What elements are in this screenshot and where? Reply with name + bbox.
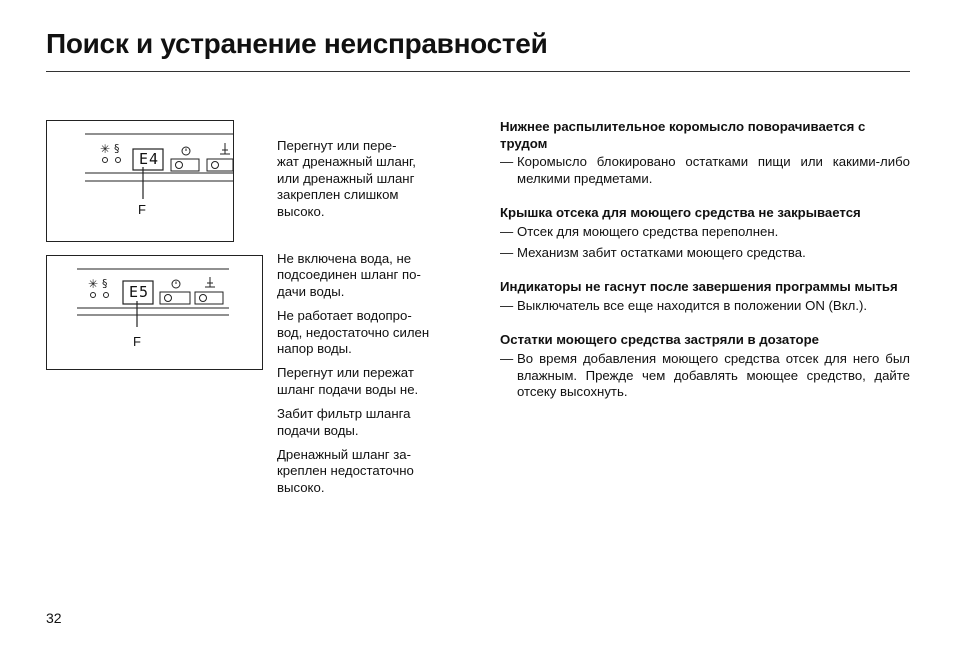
display-code: E5 — [128, 283, 150, 301]
section-indicators — [500, 279, 910, 314]
section-spray-arm — [500, 119, 910, 187]
item-text: Выключатель все еще находится в положении ON (Вкл.). — [517, 297, 868, 313]
caption-paragraph: Дренажный шланг за- креплен недостаточно высоко. — [277, 447, 414, 495]
dash: — — [500, 244, 514, 260]
dash: — — [500, 154, 514, 170]
pointer-label: F — [133, 334, 141, 349]
section-heading: Нижнее распылительное коромысло поворачивается с трудом — [500, 119, 866, 151]
rinse-aid-icon — [100, 142, 110, 156]
svg-text:✳: ✳ — [88, 277, 99, 291]
item-text: Отсек для моющего средства переполнен. — [517, 223, 779, 239]
control-panel-figure-e5 — [46, 255, 263, 370]
troubleshooting-list — [500, 119, 910, 419]
start-icon — [205, 277, 215, 287]
caption-paragraph: Забит фильтр шланга подачи воды. — [277, 406, 411, 438]
section-item — [500, 298, 910, 315]
start-button — [207, 159, 233, 171]
svg-text:§: § — [102, 277, 108, 290]
pointer-label: F — [138, 202, 146, 217]
page-number: 32 — [46, 610, 62, 626]
caption-paragraph: Перегнут или пережат шланг подачи воды не. — [277, 365, 419, 397]
caption-e5 — [277, 251, 457, 504]
section-heading: Крышка отсека для моющего средства не закрывается — [500, 205, 861, 221]
dash: — — [500, 297, 514, 313]
item-text: Во время добавления моющего средства отсек для него был влажным. Прежде чем добавлять моющее средство, дайте отсеку высохнуть. — [517, 350, 910, 400]
start-icon — [220, 143, 230, 154]
title-divider — [46, 71, 910, 72]
item-text: Коромысло блокировано остатками пищи или какими-либо мелкими предметами. — [517, 154, 910, 186]
section-heading: Индикаторы не гаснут после завершения программы мытья — [500, 279, 898, 295]
caption-e4 — [277, 138, 457, 228]
section-detergent-residue — [500, 332, 910, 400]
dash: — — [500, 350, 514, 366]
svg-text:§: § — [114, 142, 120, 155]
caption-paragraph: Перегнут или пере- жат дренажный шланг, или дренажный шланг закреплен слишком высоко. — [277, 138, 416, 219]
caption-paragraph: Не работает водопро- вод, недостаточно силен напор воды. — [277, 308, 430, 357]
display-code: E4 — [138, 150, 160, 168]
caption-paragraph: Не включена вода, не подсоединен шланг по- дачи воды. — [277, 251, 421, 299]
salt-icon — [114, 142, 120, 155]
delay-icon — [182, 147, 190, 155]
page-title: Поиск и устранение неисправностей — [46, 28, 548, 59]
section-heading: Остатки моющего средства застряли в дозаторе — [500, 332, 819, 348]
svg-text:✳: ✳ — [100, 142, 111, 156]
rinse-aid-icon — [88, 277, 98, 291]
section-item — [500, 245, 910, 262]
salt-icon — [102, 277, 108, 290]
control-panel-figure-e4 — [46, 120, 234, 242]
section-item — [500, 224, 910, 241]
delay-icon — [172, 280, 180, 288]
item-text: Механизм забит остатками моющего средства. — [517, 244, 806, 260]
section-detergent-lid — [500, 205, 910, 261]
section-item — [500, 154, 910, 187]
dash: — — [500, 223, 514, 239]
section-item — [500, 351, 910, 401]
